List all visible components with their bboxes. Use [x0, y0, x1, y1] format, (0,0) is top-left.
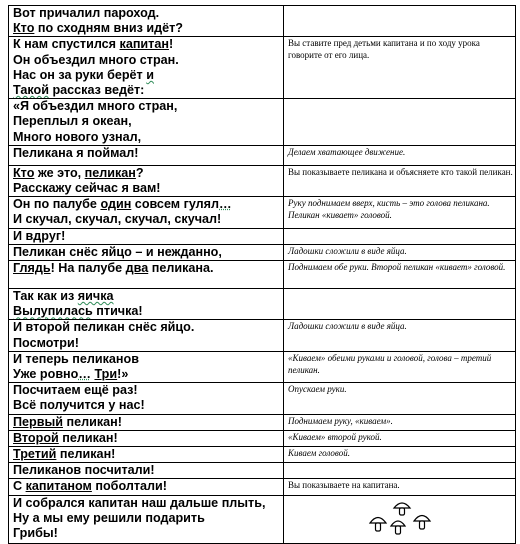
verse-cell	[9, 320, 284, 351]
note-cell: Вы показываете на капитана.	[284, 479, 516, 495]
underlined-word: два	[125, 261, 149, 276]
spellcheck-word: и	[146, 67, 154, 82]
underlined-word: пеликан	[84, 165, 136, 180]
mushroom-icon	[394, 503, 410, 515]
spellcheck-mark: …	[78, 367, 91, 382]
table-row	[9, 197, 516, 228]
table-row	[9, 244, 516, 260]
note-text: Опускаем руки.	[288, 384, 347, 395]
underlined-word: Второй	[13, 430, 59, 445]
spellcheck-mark: …	[219, 197, 232, 212]
verse-cell	[9, 6, 284, 37]
verse-cell	[9, 414, 284, 430]
verse-cell	[9, 351, 284, 382]
verse-cell	[9, 495, 284, 543]
underlined-word: Глядь	[13, 261, 51, 276]
verse-line: Пеликан снёс яйцо – и нежданно,	[13, 244, 222, 259]
spellcheck-word: Такой	[13, 83, 49, 98]
verse-line: Нас он за руки берёт и	[13, 67, 154, 82]
mushroom-icon	[391, 521, 405, 534]
verse-line: Всё получится у нас!	[13, 398, 145, 413]
underlined-word: Первый	[13, 414, 63, 429]
underlined-word: Кто	[13, 21, 35, 36]
verse-line: Пеликанов посчитали!	[13, 463, 155, 478]
spellcheck-word: Вылупилась	[13, 304, 93, 319]
verse-cell	[9, 383, 284, 414]
underlined-word: капитаном	[25, 479, 92, 494]
note-cell	[284, 145, 516, 165]
verse-line: Так как из яичка	[13, 289, 114, 304]
note-text: Ладошки сложили в виде яйца.	[288, 245, 407, 256]
verse-cell	[9, 430, 284, 446]
table-row	[9, 414, 516, 430]
verse-cell	[9, 479, 284, 495]
table-row	[9, 383, 516, 414]
note-text: Делаем хватающее движение.	[288, 146, 406, 157]
verse-line: Расскажу сейчас я вам!	[13, 181, 161, 196]
verse-line: Уже ровно… Три!»	[13, 367, 129, 382]
note-text: Руку поднимаем вверх, кисть – это голова пеликана. Пеликан «кивает» головой.	[288, 198, 490, 221]
table-row	[9, 463, 516, 479]
verse-line: Такой рассказ ведёт:	[13, 83, 145, 98]
verse-cell	[9, 145, 284, 165]
note-cell	[284, 430, 516, 446]
note-cell	[284, 447, 516, 463]
verse-line: С капитаном поболтали!	[13, 479, 167, 494]
table-row	[9, 430, 516, 446]
verse-line: И скучал, скучал, скучал, скучал!	[13, 212, 222, 227]
note-cell	[284, 414, 516, 430]
mushrooms-icon	[362, 496, 442, 538]
verse-cell	[9, 463, 284, 479]
note-cell	[284, 244, 516, 260]
verse-cell	[9, 289, 284, 320]
verse-cell	[9, 244, 284, 260]
table-row	[9, 261, 516, 289]
verse-cell	[9, 261, 284, 289]
verse-line: К нам спустился капитан!	[13, 37, 174, 52]
note-cell	[284, 228, 516, 244]
verse-line: Третий пеликан!	[13, 447, 116, 462]
verse-line: Глядь! На палубе два пеликана.	[13, 261, 214, 276]
verse-cell	[9, 447, 284, 463]
verse-line: И теперь пеликанов	[13, 351, 139, 366]
verse-cell	[9, 165, 284, 196]
note-text: «Киваем» обеими руками и головой, голова – третий пеликан.	[288, 352, 492, 375]
verse-line: Грибы!	[13, 526, 58, 541]
underlined-word: Кто	[13, 165, 35, 180]
verse-cell	[9, 197, 284, 228]
note-text: Поднимаем обе руки. Второй пеликан «кивает» головой.	[288, 262, 506, 273]
note-cell	[284, 383, 516, 414]
table-row	[9, 37, 516, 99]
table-row	[9, 447, 516, 463]
table-row	[9, 320, 516, 351]
underlined-word: капитан	[119, 37, 169, 52]
table-row	[9, 99, 516, 146]
mushroom-icon	[414, 515, 430, 529]
verse-line: Посчитаем ещё раз!	[13, 383, 138, 398]
verse-line: Посмотри!	[13, 335, 79, 350]
spellcheck-word: яичка	[77, 289, 114, 304]
underlined-word: Три	[94, 367, 118, 382]
verse-line: И вдруг!	[13, 228, 66, 243]
table-row	[9, 6, 516, 37]
verse-cell	[9, 37, 284, 99]
verse-line: Вот причалил пароход.	[13, 6, 160, 20]
underlined-word: Третий	[13, 447, 57, 462]
underlined-word: один	[100, 197, 132, 212]
note-cell: Вы показываете пеликана и объясняете кто такой пеликан.	[284, 165, 516, 196]
note-cell	[284, 261, 516, 289]
verse-line: Кто же это, пеликан?	[13, 165, 144, 180]
note-text: Поднимаем руку, «киваем».	[288, 415, 393, 426]
note-text: Киваем головой.	[288, 448, 350, 459]
verse-line: Вылупилась птичка!	[13, 304, 143, 319]
verse-line: Много нового узнал,	[13, 129, 142, 144]
table-row	[9, 351, 516, 382]
table-row	[9, 165, 516, 196]
verse-line: Кто по сходням вниз идёт?	[13, 21, 183, 36]
table-row	[9, 479, 516, 495]
verse-line: Переплыл я океан,	[13, 114, 132, 129]
verse-line: Первый пеликан!	[13, 414, 122, 429]
note-cell	[284, 289, 516, 320]
verse-cell	[9, 99, 284, 146]
verse-line: Второй пеликан!	[13, 430, 118, 445]
verse-line: Пеликана я поймал!	[13, 145, 139, 160]
note-text: «Киваем» второй рукой.	[288, 431, 382, 442]
verse-cell	[9, 228, 284, 244]
verse-line: Он по палубе один совсем гулял…	[13, 197, 232, 212]
note-cell: Вы ставите пред детьми капитана и по ходу урока говорите от его лица.	[284, 37, 516, 99]
note-cell	[284, 99, 516, 146]
note-cell	[284, 351, 516, 382]
verse-line: Он объездил много стран.	[13, 52, 179, 67]
verse-line: И второй пеликан снёс яйцо.	[13, 320, 195, 335]
table-row	[9, 145, 516, 165]
poem-table	[8, 5, 516, 544]
verse-line: И собрался капитан наш дальше плыть,	[13, 495, 266, 510]
note-text: Ладошки сложили в виде яйца.	[288, 321, 407, 332]
mushrooms-cell	[284, 495, 516, 543]
note-cell	[284, 6, 516, 37]
table-row	[9, 289, 516, 320]
verse-line: «Я объездил много стран,	[13, 99, 178, 114]
mushroom-icon	[370, 517, 386, 531]
note-cell	[284, 463, 516, 479]
note-cell	[284, 197, 516, 228]
verse-line: Ну а мы ему решили подарить	[13, 510, 205, 525]
table-row	[9, 228, 516, 244]
note-cell	[284, 320, 516, 351]
table-row	[9, 495, 516, 543]
